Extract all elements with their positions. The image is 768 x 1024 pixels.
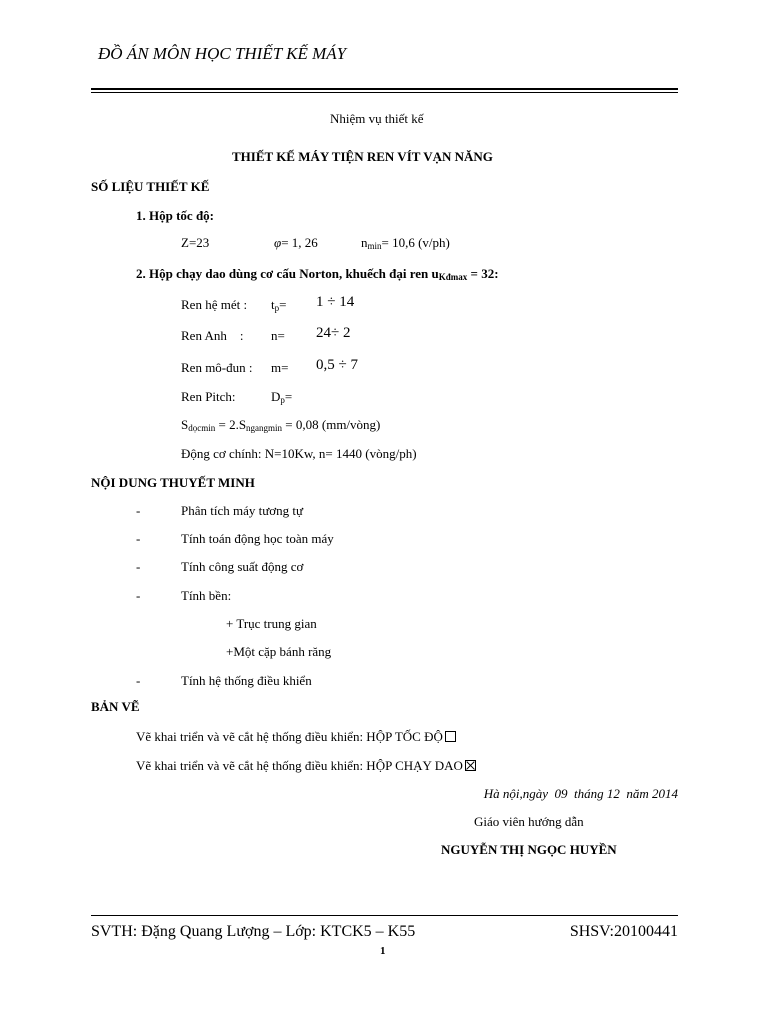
footer-student-id: SHSV:20100441 [569, 923, 678, 940]
feed-heading-subscript: Kđmax [438, 272, 468, 282]
page-number: 1 [380, 945, 386, 957]
var-eq: = [279, 297, 287, 312]
thread-row-label: Ren Anh : [181, 328, 244, 343]
task-label: Nhiệm vụ thiết kế [330, 111, 424, 126]
feed-heading-tail: = 32: [467, 266, 499, 281]
drawing-line-text: Vẽ khai triển và vẽ cắt hệ thống điều khiển: HỘP TỐC ĐỘ [136, 729, 443, 744]
thread-row-var [271, 389, 292, 405]
s-value: = 0,08 (mm/vòng) [282, 417, 381, 432]
footer-student: SVTH: Đặng Quang Lượng – Lớp: KTCK5 – K55 [91, 923, 416, 940]
gearbox-nmin [361, 235, 450, 251]
drawing-line [136, 758, 476, 774]
s-symbol: S [181, 417, 189, 432]
footer-rule [91, 915, 678, 916]
list-item: Tính toán động học toàn máy [181, 531, 334, 546]
drawings-heading: BẢN VẼ [91, 699, 140, 714]
list-item: Phân tích máy tương tự [181, 503, 304, 518]
thread-row-var: m= [271, 360, 289, 375]
thread-row-value: 1 ÷ 14 [316, 294, 355, 310]
s-subscript-ngang: ngangmin [246, 423, 283, 433]
content-heading: NỘI DUNG THUYẾT MINH [91, 475, 255, 490]
var-subscript: p [280, 395, 285, 405]
list-item: Tính công suất động cơ [181, 559, 304, 574]
header-rule [91, 88, 678, 90]
var-eq: = [284, 389, 293, 404]
thread-row-label: Ren hệ mét : [181, 297, 248, 312]
task-title: THIẾT KẾ MÁY TIỆN REN VÍT VẠN NĂNG [232, 149, 493, 164]
design-data-heading: SỐ LIỆU THIẾT KẾ [91, 179, 210, 194]
signature-role: Giáo viên hướng dẫn [474, 814, 584, 829]
list-item: Tính hệ thống điều khiển [181, 673, 312, 688]
list-dash: - [136, 588, 141, 603]
nmin-symbol: n [361, 235, 368, 250]
var-subscript: p [274, 303, 280, 313]
sub-list-item: + Trục trung gian [226, 616, 317, 631]
var-symbol: D [271, 389, 281, 404]
thread-row-var [271, 297, 286, 313]
signature-name: NGUYỄN THỊ NGỌC HUYỀN [441, 842, 617, 857]
s-subscript-doc: dọcmin [188, 423, 216, 433]
phi-symbol: φ [274, 235, 282, 250]
list-item: Tính bền: [181, 588, 232, 603]
nmin-subscript: min [367, 241, 382, 251]
thread-row-label: Ren Pitch: [181, 389, 236, 404]
gearbox-phi [274, 235, 318, 251]
drawing-line [136, 729, 456, 745]
header-rule-thin [91, 92, 678, 93]
motor-spec: Động cơ chính: N=10Kw, n= 1440 (vòng/ph) [181, 446, 417, 461]
nmin-value: = 10,6 (v/ph) [381, 235, 450, 250]
empty-checkbox-icon [445, 731, 456, 742]
sub-list-item: +Một cặp bánh răng [226, 644, 332, 659]
list-dash: - [136, 673, 141, 688]
feed-heading [136, 266, 499, 282]
thread-row-label: Ren mô-đun : [181, 360, 253, 375]
thread-row-var: n= [271, 328, 285, 343]
checked-box-icon [465, 760, 476, 771]
signature-place-date: Hà nội,ngày 09 tháng 12 năm 2014 [483, 786, 678, 801]
drawing-line-text: Vẽ khai triển và vẽ cắt hệ thống điều khiển: HỘP CHẠY DAO [136, 758, 463, 773]
thread-row-value: 0,5 ÷ 7 [316, 357, 358, 373]
var-symbol: t [271, 297, 275, 312]
feed-heading-text: 2. Hộp chạy dao dùng cơ cấu Norton, khuếch đại ren u [136, 266, 439, 281]
phi-value: = 1, 26 [281, 235, 318, 250]
gearbox-heading: 1. Hộp tốc độ: [136, 208, 214, 223]
list-dash: - [136, 531, 141, 546]
header-title: ĐỒ ÁN MÔN HỌC THIẾT KẾ MÁY [98, 44, 347, 63]
s-mid: = 2.S [215, 417, 247, 432]
list-dash: - [136, 503, 141, 518]
gearbox-z: Z=23 [181, 235, 210, 250]
list-dash: - [136, 559, 141, 574]
feed-s-formula [181, 417, 380, 433]
thread-row-value: 24÷ 2 [316, 325, 351, 341]
